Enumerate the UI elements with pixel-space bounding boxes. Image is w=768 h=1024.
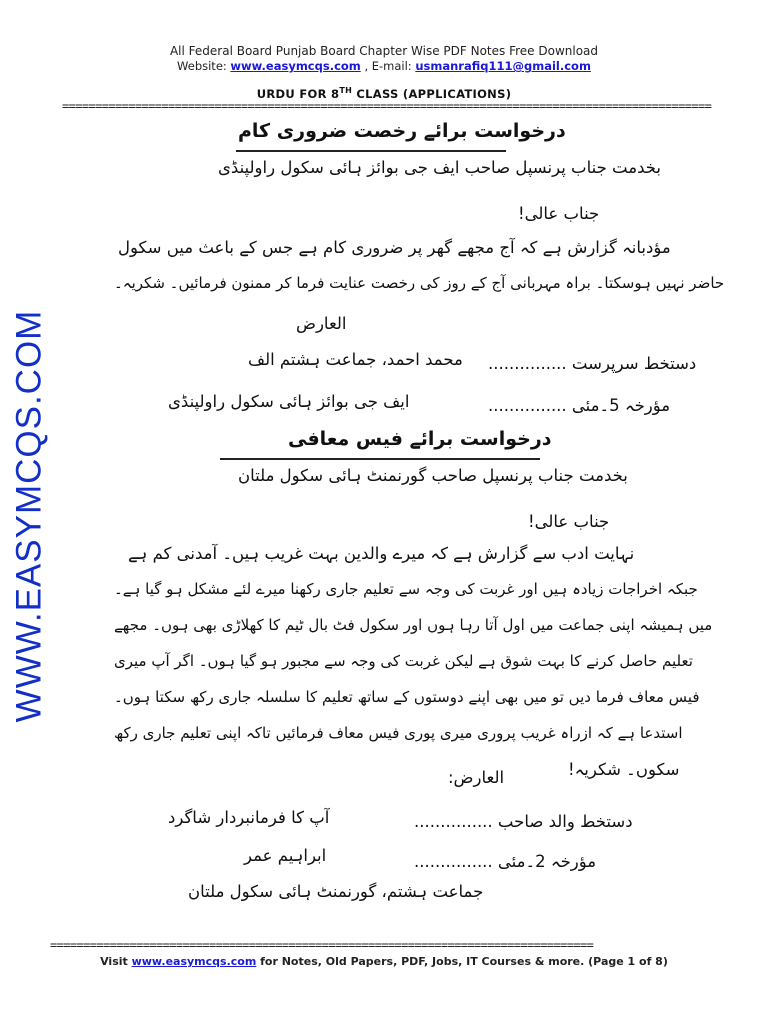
class-prefix: URDU FOR 8 <box>256 86 340 101</box>
application-1-title: درخواست برائے رخصت ضروری کام <box>238 120 566 142</box>
application-2-line-2: جبکہ اخراجات زیادہ ہیں اور غربت کی وجہ سے تعلیم جاری رکھنا میرے لئے مشکل ہو گیا ہے۔ <box>114 580 698 598</box>
application-2-salutation: جناب عالی! <box>528 512 610 531</box>
footer-visit-label: Visit <box>100 955 132 968</box>
email-link[interactable]: usmanrafiq111@gmail.com <box>415 59 591 73</box>
footer-divider: ================================================================================== <box>50 939 594 951</box>
application-2-line-5: فیس معاف فرما دیں تو میں بھی اپنے دوستوں کے ساتھ تعلیم کا سلسلہ جاری رکھ سکتا ہوں۔ <box>114 688 700 706</box>
application-1-salutation: جناب عالی! <box>518 204 600 223</box>
parent-signature-line: دستخط والد صاحب ............... <box>414 812 633 831</box>
watermark-text: WWW.EASYMCQS.COM <box>9 309 48 723</box>
website-label: Website: <box>177 59 231 73</box>
class-superscript: TH <box>339 86 353 95</box>
application-2-sender-label: العارض: <box>448 768 505 787</box>
class-suffix: CLASS (APPLICATIONS) <box>352 86 512 101</box>
application-2-line-1: نہایت ادب سے گزارش ہے کہ میرے والدین بہت غریب ہیں۔ آمدنی کم ہے <box>128 544 635 563</box>
application-2-sender-name: ابراہیم عمر <box>244 846 327 865</box>
application-1-sender-name: محمد احمد، جماعت ہشتم الف <box>248 350 463 369</box>
application-2-line-4: تعلیم حاصل کرنے کا بہت شوق ہے لیکن غربت کی وجہ سے مجبور ہو گیا ہوں۔ اگر آپ میری <box>114 652 693 670</box>
application-2-address: بخدمت جناب پرنسپل صاحب گورنمنٹ ہائی سکول ملتان <box>238 466 628 485</box>
application-2-line-3: میں ہمیشہ اپنی جماعت میں اول آتا رہا ہوں اور سکول فٹ بال ٹیم کا کھلاڑی بھی ہوں۔ مجھے <box>114 616 713 634</box>
application-1-line-2: حاضر نہیں ہوسکتا۔ براہ مہربانی آج کے روز کی رخصت عنایت فرما کر ممنون فرمائیں۔ شکریہ۔ <box>114 274 725 292</box>
title-1-underline <box>236 150 506 152</box>
header-title: All Federal Board Punjab Board Chapter Wise PDF Notes Free Download <box>169 44 599 58</box>
guardian-signature-line: دستخط سرپرست ............... <box>488 354 697 373</box>
application-1-date: مؤرخہ 5۔مئی ............... <box>488 396 671 415</box>
header-contact <box>0 59 768 73</box>
application-1-address: بخدمت جناب پرنسپل صاحب ایف جی بوائز ہائی سکول راولپنڈی <box>218 158 661 177</box>
footer-website-link[interactable]: www.easymcqs.com <box>131 955 257 968</box>
scanned-page <box>108 112 725 922</box>
application-2-class-school: جماعت ہشتم، گورنمنٹ ہائی سکول ملتان <box>188 882 484 901</box>
side-watermark <box>9 256 49 776</box>
application-2-line-7: سکوں۔ شکریہ! <box>568 760 680 779</box>
title-2-underline <box>220 458 540 460</box>
application-1-school: ایف جی بوائز ہائی سکول راولپنڈی <box>168 392 410 411</box>
email-label: , E-mail: <box>364 59 416 73</box>
footer <box>0 955 768 968</box>
application-1-sender-label: العارض <box>296 314 347 333</box>
footer-text: for Notes, Old Papers, PDF, Jobs, IT Courses & more. (Page 1 of 8) <box>256 955 668 968</box>
application-2-obedient: آپ کا فرمانبردار شاگرد <box>168 808 330 827</box>
website-link[interactable]: www.easymcqs.com <box>230 59 361 73</box>
document-subtitle <box>0 86 768 101</box>
application-2-line-6: استدعا ہے کہ ازراہ غریب پروری میری پوری فیس معاف فرمائیں تاکہ اپنی تعلیم جاری رکھ <box>114 724 683 742</box>
header-divider: ================================================================================================== <box>62 100 712 112</box>
application-2-date: مؤرخہ 2۔مئی ............... <box>414 852 597 871</box>
application-2-title: درخواست برائے فیس معافی <box>288 428 552 450</box>
application-1-line-1: مؤدبانہ گزارش ہے کہ آج مجھے گھر پر ضروری کام ہے جس کے باعث میں سکول <box>118 238 671 257</box>
